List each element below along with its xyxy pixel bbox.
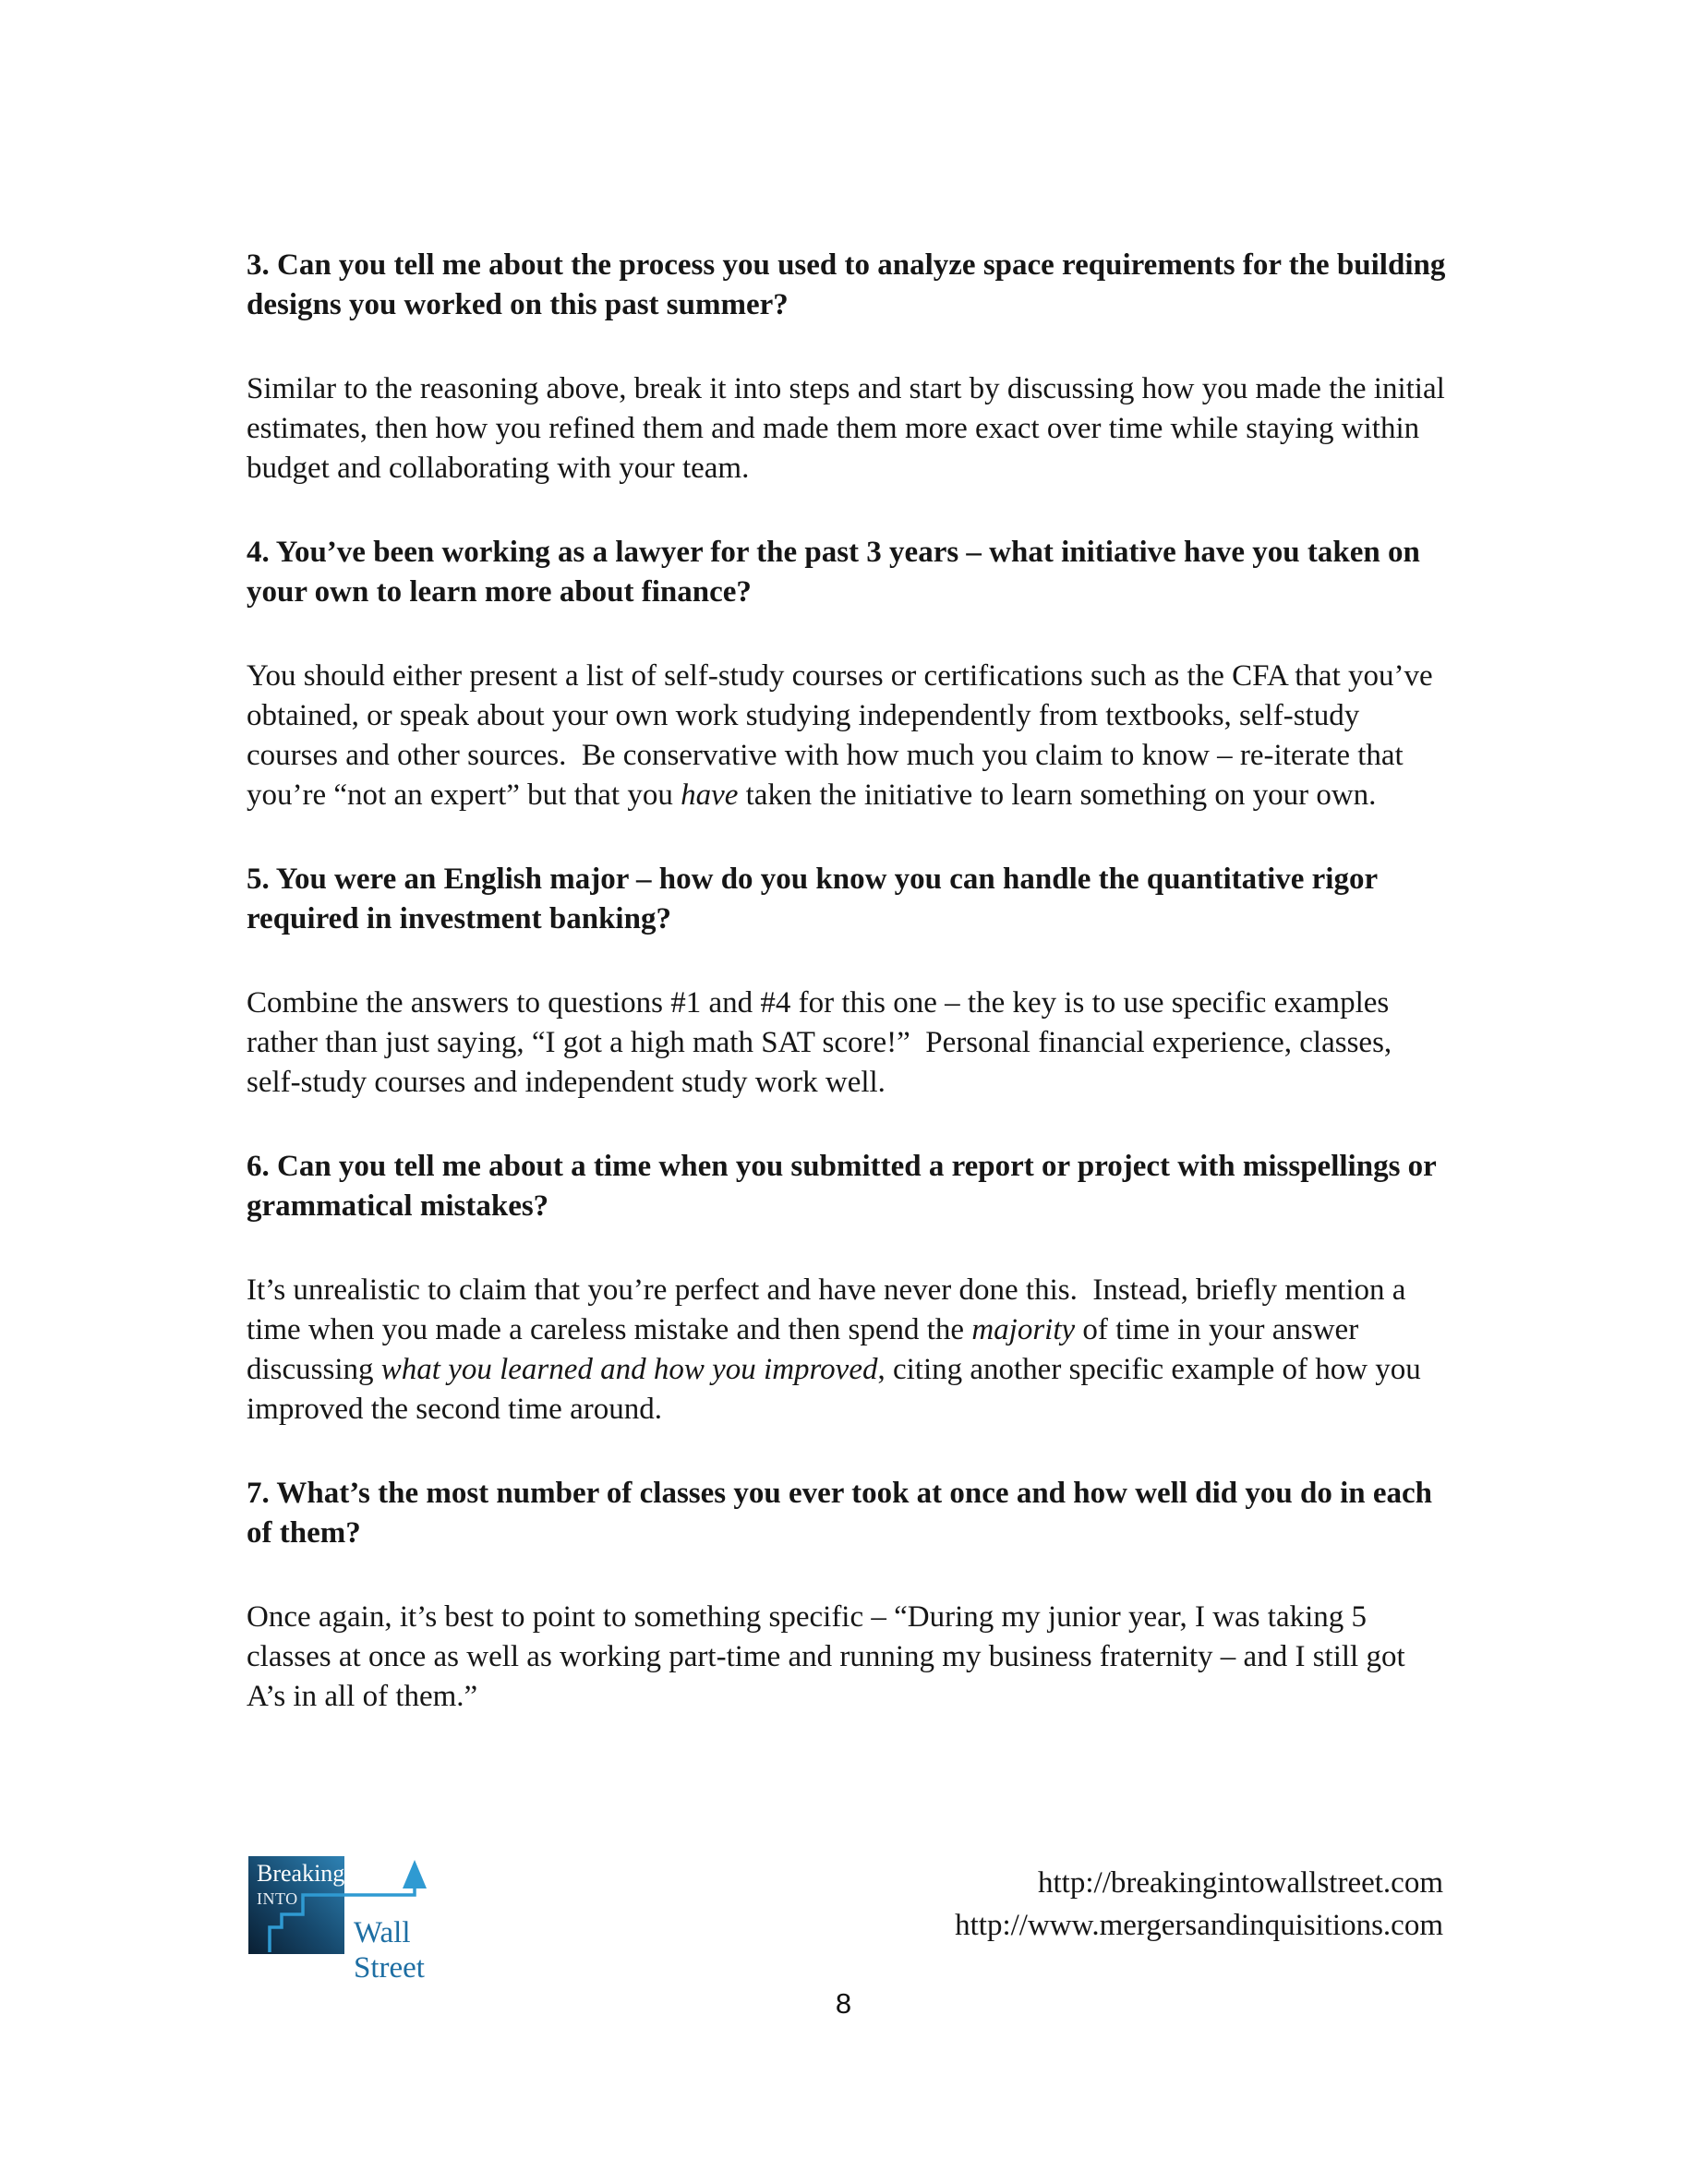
answer-text-italic: have (681, 778, 739, 812)
logo-breaking-text: Breaking (257, 1860, 345, 1887)
footer-links (955, 1862, 1443, 1947)
logo-wall-street-text: Wall Street (354, 1916, 425, 1985)
question-heading-4: 4. You’ve been working as a lawyer for the past 3 years – what initiative have you taken on your own to learn more about finance? (247, 536, 1428, 609)
logo-into-text: INTO (257, 1889, 298, 1908)
document-content (247, 246, 1453, 1717)
answer-text-italic: majority (971, 1313, 1076, 1346)
page-number: 8 (835, 1987, 852, 2020)
answer-text: taken the initiative to learn something on your own. (738, 778, 1377, 812)
answer-paragraph-3 (247, 369, 1453, 489)
question-heading-3: 3. Can you tell me about the process you used to analyze space requirements for the building designs you worked on this past summer? (247, 248, 1453, 321)
answer-text: of time in your answer discussing (247, 1313, 1367, 1386)
answer-text-italic: what you learned and how you improved (380, 1353, 878, 1386)
answer-paragraph-6 (247, 1271, 1447, 1430)
breaking-into-wall-street-logo (248, 1856, 479, 1985)
question-heading-7: 7. What’s the most number of classes you ever took at once and how well did you do in each of them? (247, 1477, 1440, 1550)
question-heading-5: 5. You were an English major – how do you know you can handle the quantitative rigor required in investment banking? (247, 863, 1385, 935)
answer-text: Once again, it’s best to point to something specific – “During my junior year, I was taking 5 classes at once as well as working part-time and running my business fraternity – and I still got A’s in all of them.” (247, 1600, 1412, 1713)
answer-text: Similar to the reasoning above, break it into steps and start by discussing how you made the initial estimates, then how you refined them and made them more exact over time while staying within budget and collaborating with your team. (247, 372, 1453, 485)
question-heading-6: 6. Can you tell me about a time when you submitted a report or project with misspellings or grammatical mistakes? (247, 1150, 1444, 1223)
answer-text: , citing another specific example of how you improved the second time around. (247, 1353, 1429, 1426)
answer-text: Combine the answers to questions #1 and #4 for this one – the key is to use specific examples rather than just saying, “I got a high math SAT score!” Personal financial experience, classes, self-study courses and independent study work well. (247, 986, 1400, 1099)
answer-paragraph-4 (247, 657, 1447, 815)
answer-paragraph-5 (247, 983, 1447, 1103)
answer-text: You should either present a list of self-study courses or certifications such as the CFA that you’ve obtained, or speak about your own work studying independently from textbooks, self-study courses and other sources. Be conservative with how much you claim to know – re-iterate that you’re “not an expert” but that you (247, 659, 1440, 812)
breakingintowallstreet-link[interactable]: http://breakingintowallstreet.com (1038, 1866, 1443, 1900)
answer-text: It’s unrealistic to claim that you’re perfect and have never done this. Instead, briefly mention a time when you made a careless mistake and then spend the (247, 1273, 1414, 1346)
mergersandinquisitions-link[interactable]: http://www.mergersandinquisitions.com (955, 1909, 1443, 1942)
answer-paragraph-7 (247, 1598, 1447, 1717)
